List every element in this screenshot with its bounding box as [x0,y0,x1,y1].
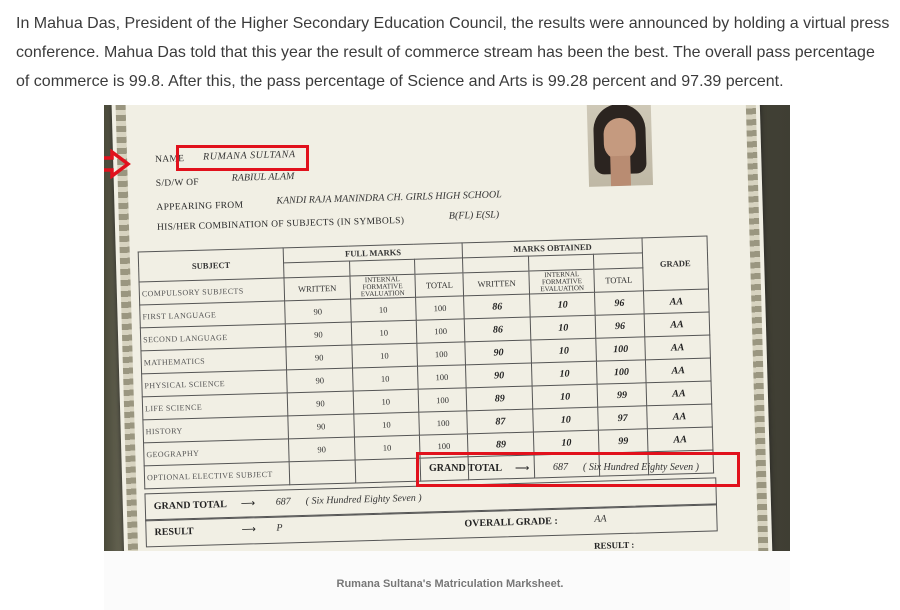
parent-label: S/D/W OF [155,177,200,189]
full-total-cell: 100 [416,319,465,343]
marks-obtained-header: MARKS OBTAINED [463,238,643,258]
highlight-arrow: ⟶ [515,463,530,474]
full-internal-cell: 10 [352,366,418,391]
full-total-cell: 100 [419,434,468,458]
obtained-internal-cell: 10 [530,292,596,317]
obtained-written-cell: 90 [466,363,532,388]
highlight-grand-total-words: ( Six Hundred Eighty Seven ) [583,462,699,473]
result-arrow: ⟶ [241,524,257,536]
full-internal-cell: 10 [354,412,420,437]
highlight-grand-total-label: GRAND TOTAL [429,463,503,474]
grand-total-arrow: ⟶ [240,498,256,510]
obtained-internal-cell: 10 [532,384,598,409]
full-written-cell: 90 [288,437,354,462]
full-internal-cell: 10 [352,343,418,368]
grade-cell: AA [646,381,712,406]
appearing-label: APPEARING FROM [156,200,244,213]
grand-total-words: ( Six Hundred Eighty Seven ) [305,492,422,507]
grade-cell: AA [647,427,713,452]
subject-cell: HISTORY [143,416,289,443]
obtained-written-cell: 86 [465,317,531,342]
name-value: RUMANA SULTANA [202,149,296,163]
combination-value: B(FL) E(SL) [448,209,500,222]
full-written-cell: 90 [286,345,352,370]
full-internal-cell: 10 [353,389,419,414]
result-label: RESULT [154,526,194,539]
grade-cell: AA [644,312,710,337]
obtained-total-cell: 99 [597,383,646,407]
subject-cell: SECOND LANGUAGE [140,324,286,351]
obtained-total-cell: 100 [597,360,646,384]
full-internal-cell: 10 [351,320,417,345]
full-written-cell: 90 [287,391,353,416]
article-paragraph: In Mahua Das, President of the Higher Secondary Education Council, the results were announced by holding a virtual press conference. Mahua Das told that this year the result of commerce stream has been the best. The overall pass percentage of commerce is 99.8. After this, the pass percentage of Science and Arts is 99.28 percent and 97.39 percent. [16,15,890,90]
full-marks-header: FULL MARKS [283,243,463,263]
full-internal-cell: 10 [350,297,416,322]
combination-label: HIS/HER COMBINATION OF SUBJECTS (IN SYMBOLS) [156,216,405,233]
obtained-total-cell: 96 [595,314,644,338]
overall-grade-label: OVERALL GRADE : [464,515,558,530]
obtained-written-cell: 89 [468,432,534,457]
name-label: NAME [155,154,185,165]
fm-total-header: TOTAL [415,273,464,297]
subject-cell: MATHEMATICS [141,347,287,374]
student-photo [587,105,653,187]
parent-value: RABIUL ALAM [231,171,295,184]
full-written-cell: 90 [285,299,351,324]
optional-label: OPTIONAL ELECTIVE SUBJECT [144,462,290,489]
obtained-internal-cell: 10 [532,361,598,386]
grade-header: GRADE [642,236,708,291]
obtained-total-cell: 97 [598,406,647,430]
full-written-cell: 90 [287,368,353,393]
mo-total-header: TOTAL [594,268,643,292]
highlight-grand-total-value: 687 [553,462,568,473]
obtained-internal-cell: 10 [534,430,600,455]
grade-cell: AA [647,404,713,429]
grand-total-highlight-box [416,452,740,487]
appearing-value: KANDI RAJA MANINDRA CH. GIRLS HIGH SCHOOL [276,189,502,207]
obtained-internal-cell: 10 [530,315,596,340]
subject-cell: GEOGRAPHY [144,439,290,466]
obtained-internal-cell: 10 [533,407,599,432]
name-highlight-box [176,145,309,171]
subject-header: SUBJECT [138,248,284,282]
obtained-total-cell: 100 [596,337,645,361]
compulsory-label: COMPULSORY SUBJECTS [139,278,285,305]
subject-cell: FIRST LANGUAGE [140,301,286,328]
obtained-total-cell: 96 [595,291,644,315]
obtained-written-cell: 90 [465,340,531,365]
grade-cell: AA [643,289,709,314]
subject-cell: LIFE SCIENCE [142,393,288,420]
full-total-cell: 100 [417,365,466,389]
full-total-cell: 100 [419,411,468,435]
mo-written-header: WRITTEN [463,271,529,296]
obtained-written-cell: 89 [467,386,533,411]
grand-total-label: GRAND TOTAL [153,499,228,513]
figure-caption: Rumana Sultana's Matriculation Marksheet. [336,578,564,590]
overall-grade-value: AA [594,513,607,525]
obtained-total-cell: 99 [599,429,648,453]
result-value: P [276,522,283,534]
obtained-internal-cell: 10 [531,338,597,363]
result-bottom-label: RESULT : [593,539,635,551]
obtained-written-cell: 87 [467,409,533,434]
grand-total-value: 687 [275,496,291,508]
grade-cell: AA [645,335,711,360]
red-arrow-icon [104,149,134,179]
full-internal-cell: 10 [354,435,420,460]
full-total-cell: 100 [415,296,464,320]
full-total-cell: 100 [417,342,466,366]
subject-cell: PHYSICAL SCIENCE [142,370,288,397]
fm-written-header: WRITTEN [284,276,350,301]
obtained-written-cell: 86 [464,294,530,319]
full-written-cell: 90 [288,414,354,439]
fm-internal-header: INTERNAL FORMATIVE EVALUATION [350,274,416,299]
grade-cell: AA [645,358,711,383]
marksheet-photo [104,105,790,551]
full-total-cell: 100 [418,388,467,412]
mo-internal-header: INTERNAL FORMATIVE EVALUATION [529,269,595,294]
full-written-cell: 90 [285,322,351,347]
